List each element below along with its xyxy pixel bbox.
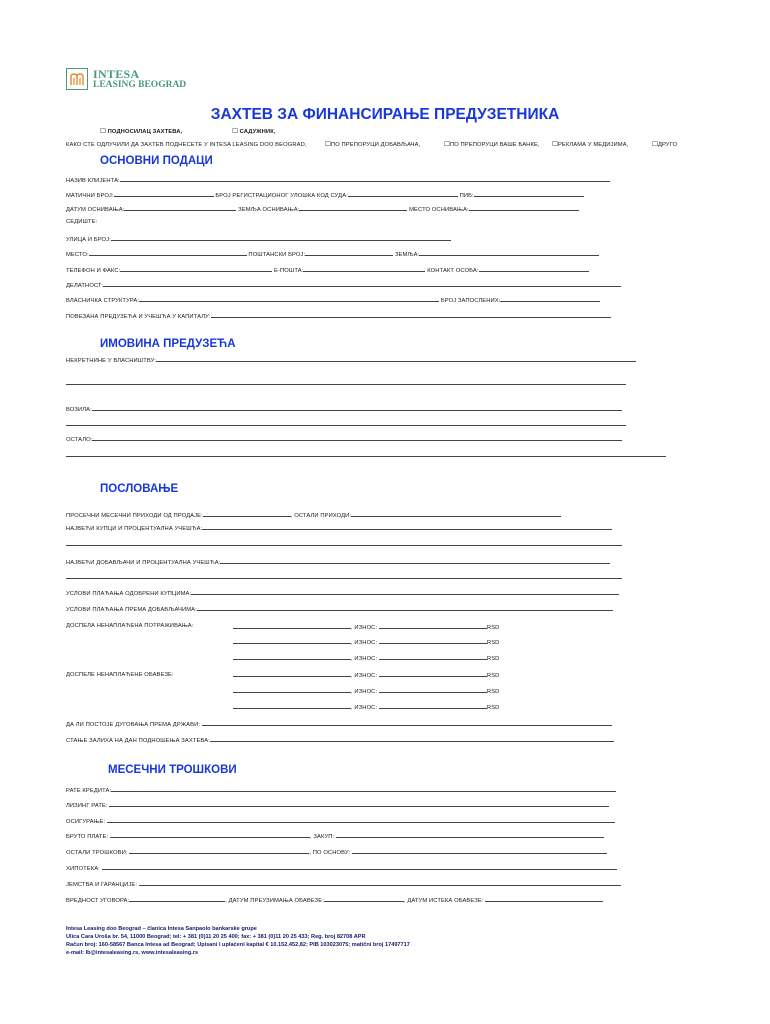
basis-label: ПО ОСНОВУ:: [312, 850, 351, 856]
pib-label: ПИБ:: [459, 193, 474, 199]
company-footer: [66, 925, 410, 957]
rent-label: ЗАКУП:: [313, 834, 335, 840]
pib-field[interactable]: [474, 190, 584, 197]
seat-label: СЕДИШТЕ:: [66, 219, 98, 225]
amount-row: , ИЗНОС: RSD: [233, 670, 499, 680]
loans-label: РАТЕ КРЕДИТА:: [66, 788, 112, 794]
gross-salary-label: БРУТО ПЛАТЕ:: [66, 834, 109, 840]
phone-row: [66, 265, 589, 275]
leasing-row: [66, 800, 609, 810]
amount-row: , ИЗНОС: RSD: [233, 637, 499, 647]
other-costs-field[interactable]: [129, 847, 309, 854]
mortgage-label: ХИПОТЕКА:: [66, 866, 100, 872]
supplier-terms-field[interactable]: [197, 604, 613, 611]
page-title: ЗАХТЕВ ЗА ФИНАНСИРАЊЕ ПРЕДУЗЕТНИКА: [210, 106, 560, 123]
amount-row: , ИЗНОС: RSD: [233, 686, 499, 696]
source-option-label: ПО ПРЕПОРУЦИ ВАШЕ БАНКЕ,: [449, 142, 540, 148]
insurance-label: ОСИГУРАЊЕ:: [66, 819, 106, 825]
avg-income-field[interactable]: [203, 510, 291, 517]
street-label: УЛИЦА И БРОЈ:: [66, 237, 111, 243]
stock-field[interactable]: [210, 735, 614, 742]
section-property-title: ИМОВИНА ПРЕДУЗЕЋА: [100, 338, 236, 350]
amount-field[interactable]: [379, 686, 487, 693]
other-income-label: ОСТАЛИ ПРИХОДИ:: [294, 513, 352, 519]
item-field[interactable]: [233, 702, 351, 709]
employees-label: БРОЈ ЗАПОСЛЕНИХ:: [440, 298, 501, 304]
checkbox-icon[interactable]: ☐: [652, 141, 658, 148]
amount-field[interactable]: [379, 653, 487, 660]
postal-field[interactable]: [305, 249, 393, 256]
state-debt-field[interactable]: [202, 719, 612, 726]
footer-line-2: Ulica Cara Uroša br. 54, 11000 Beograd; tel: + 381 (0)11 20 25 400; fax: + 381 (0)11 20 25 433; Reg. broj 82708 APR: [66, 934, 366, 940]
contract-value-field[interactable]: [129, 895, 225, 902]
currency-label: RSD: [486, 625, 500, 631]
founded-date-label: ДАТУМ ОСНИВАЊА:: [66, 207, 125, 213]
founded-place-label: МЕСТО ОСНИВАЊА:: [409, 207, 469, 213]
loans-field[interactable]: [111, 785, 616, 792]
country-field[interactable]: [419, 249, 599, 256]
top-suppliers-line-2[interactable]: [66, 578, 622, 579]
source-option-supplier[interactable]: [325, 141, 420, 149]
amount-row: , ИЗНОС: RSD: [233, 653, 499, 663]
leasing-label: ЛИЗИНГ РАТЕ:: [66, 803, 108, 809]
source-option-other[interactable]: [652, 141, 677, 149]
item-field[interactable]: [233, 670, 351, 677]
regno-field[interactable]: [114, 190, 214, 197]
top-buyers-line-2[interactable]: [66, 545, 622, 546]
vehicles-line-2[interactable]: [66, 425, 626, 426]
currency-label: RSD: [486, 673, 500, 679]
currency-label: RSD: [486, 640, 500, 646]
income-row: ПРОСЕЧНИ МЕСЕЧНИ ПРИХОДИ ОД ПРОДАЈЕ: , ОСТАЛИ ПРИХОДИ:: [66, 510, 561, 520]
mortgage-row: [66, 863, 617, 873]
item-field[interactable]: [233, 653, 351, 660]
section-monthly-title: МЕСЕЧНИ ТРОШКОВИ: [108, 764, 237, 776]
ownership-row: [66, 295, 600, 305]
mortgage-field[interactable]: [102, 863, 617, 870]
buyer-terms-field[interactable]: [191, 588, 619, 595]
email-field[interactable]: [303, 265, 425, 272]
founded-place-field[interactable]: [469, 204, 579, 211]
date-assumed-field[interactable]: [324, 895, 404, 902]
date-assumed-label: ДАТУМ ПРЕУЗИМАЊА ОБАВЕЗЕ:: [228, 898, 324, 904]
other-income-field[interactable]: [351, 510, 561, 517]
amount-label: ИЗНОС:: [354, 625, 378, 631]
top-buyers-label: НАЈВЕЋИ КУПЦИ И ПРОЦЕНТУАЛНА УЧЕШЋА:: [66, 526, 203, 532]
street-field[interactable]: [111, 234, 451, 241]
logo-mark-icon: [66, 68, 88, 90]
insurance-field[interactable]: [107, 816, 615, 823]
vehicles-row: [66, 404, 622, 414]
amount-field[interactable]: [379, 670, 487, 677]
avg-income-label: ПРОСЕЧНИ МЕСЕЧНИ ПРИХОДИ ОД ПРОДАЈЕ:: [66, 513, 203, 519]
ownership-label: ВЛАСНИЧКА СТРУКТУРА:: [66, 298, 140, 304]
top-suppliers-field[interactable]: [220, 557, 610, 564]
loans-row: [66, 785, 616, 795]
section-basic-title: ОСНОВНИ ПОДАЦИ: [100, 155, 213, 167]
activity-label: ДЕЛАТНОСТ:: [66, 283, 104, 289]
client-name-label: НАЗИВ КЛИЈЕНТА:: [66, 178, 120, 184]
court-reg-field[interactable]: [348, 190, 458, 197]
footer-line-1: Intesa Leasing doo Beograd – članica Intesa Sanpaolo bankarske grupe: [66, 926, 257, 932]
currency-label: RSD: [486, 689, 500, 695]
founded-row: [66, 204, 579, 214]
applicant-option[interactable]: [100, 128, 182, 136]
real-estate-row: [66, 355, 636, 365]
vehicles-label: ВОЗИЛА:: [66, 407, 92, 413]
debtor-option[interactable]: [232, 128, 276, 136]
amount-row: , ИЗНОС: RSD: [233, 702, 499, 712]
amount-field[interactable]: [379, 637, 487, 644]
contract-row: ВРЕДНОСТ УГОВОРА: , ДАТУМ ПРЕУЗИМАЊА ОБАВЕЗЕ: , ДАТУМ ИСТЕКА ОБАВЕЗЕ:: [66, 895, 603, 905]
salary-row: БРУТО ПЛАТЕ: , ЗАКУП:: [66, 831, 604, 841]
other-costs-label: ОСТАЛИ ТРОШКОВИ:: [66, 850, 128, 856]
leasing-field[interactable]: [109, 800, 609, 807]
source-option-label: ПО ПРЕПОРУЦИ ДОБАВЉАЧА,: [330, 142, 421, 148]
contact-field[interactable]: [479, 265, 589, 272]
liabilities-label: ДОСПЕЛЕ НЕНАПЛАЋЕНЕ ОБАВЕЗЕ:: [66, 672, 174, 678]
employees-field[interactable]: [500, 295, 600, 302]
place-row: [66, 249, 599, 259]
contract-value-label: ВРЕДНОСТ УГОВОРА:: [66, 898, 130, 904]
amount-field[interactable]: [379, 622, 487, 629]
checkbox-icon[interactable]: ☐: [552, 141, 558, 148]
other-property-row: [66, 434, 622, 444]
checkbox-icon[interactable]: ☐: [232, 128, 238, 135]
source-option-label: ДРУГО: [657, 142, 678, 148]
section-business-title: ПОСЛОВАЊЕ: [100, 483, 179, 495]
guarantees-field[interactable]: [139, 879, 621, 886]
client-name-field[interactable]: [120, 175, 610, 182]
other-property-field[interactable]: [92, 434, 622, 441]
regno-label: МАТИЧНИ БРОЈ:: [66, 193, 114, 199]
email-label: Е-ПОШТА:: [274, 268, 304, 274]
founded-date-field[interactable]: [124, 204, 236, 211]
supplier-terms-row: [66, 604, 613, 614]
other-property-line-2[interactable]: [66, 456, 666, 457]
stock-label: СТАЊЕ ЗАЛИХА НА ДАН ПОДНОШЕЊА ЗАХТЕВА:: [66, 738, 210, 744]
currency-label: RSD: [486, 656, 500, 662]
source-option-media[interactable]: [552, 141, 628, 149]
supplier-terms-label: УСЛОВИ ПЛАЋАЊА ПРЕМА ДОБАВЉАЧИМА:: [66, 607, 197, 613]
checkbox-icon[interactable]: ☐: [325, 141, 331, 148]
insurance-row: [66, 816, 615, 826]
source-option-label: РЕКЛАМА У МЕДИЈИМА,: [557, 142, 629, 148]
date-expiry-field[interactable]: [485, 895, 603, 902]
amount-label: ИЗНОС:: [354, 705, 378, 711]
top-buyers-row: [66, 523, 612, 533]
state-debt-label: ДА ЛИ ПОСТОЈЕ ДУГОВАЊА ПРЕМА ДРЖАВИ:: [66, 722, 201, 728]
basis-field[interactable]: [352, 847, 607, 854]
date-expiry-label: ДАТУМ ИСТЕКА ОБАВЕЗЕ:: [407, 898, 484, 904]
top-suppliers-row: [66, 557, 610, 567]
court-reg-label: БРОЈ РЕГИСТРАЦИОНОГ УЛОШКА КОД СУДА:: [215, 193, 348, 199]
activity-row: [66, 280, 621, 290]
item-field[interactable]: [233, 622, 351, 629]
contact-label: КОНТАКТ ОСОБА:: [427, 268, 479, 274]
item-field[interactable]: [233, 686, 351, 693]
place-field[interactable]: [89, 249, 247, 256]
regno-row: [66, 190, 584, 200]
logo-line-1: INTESA: [93, 67, 140, 81]
footer-line-4: e-mail: lb@intesaleasing.rs, www.intesaleasing.rs: [66, 950, 199, 956]
amount-label: ИЗНОС:: [354, 656, 378, 662]
amount-label: ИЗНОС:: [354, 673, 378, 679]
real-estate-line-2[interactable]: [66, 384, 626, 385]
founded-country-field[interactable]: [299, 204, 407, 211]
postal-label: ПОШТАНСКИ БРОЈ:: [248, 252, 306, 258]
amount-label: ИЗНОС:: [354, 640, 378, 646]
client-name-row: [66, 175, 610, 185]
top-buyers-field[interactable]: [202, 523, 612, 530]
amount-label: ИЗНОС:: [354, 689, 378, 695]
receivables-label: ДОСПЕЛА НЕНАПЛАЋЕНА ПОТРАЖИВАЊА:: [66, 623, 194, 629]
real-estate-label: НЕКРЕТНИНЕ У ВЛАСНИШТВУ:: [66, 358, 156, 364]
stock-row: [66, 735, 614, 745]
company-logo: [66, 68, 196, 94]
related-field[interactable]: [211, 311, 611, 318]
footer-line-3: Račun broj: 160-58567 Banca Intesa ad Beograd; Upisani i uplaćeni kapital € 10.152.452,82; PIB 103023075; matični broj 17497717: [66, 942, 410, 948]
item-field[interactable]: [233, 637, 351, 644]
guarantees-label: ЈЕМСТВА И ГАРАНЦИЈЕ:: [66, 882, 138, 888]
checkbox-icon[interactable]: ☐: [444, 141, 450, 148]
other-property-label: ОСТАЛО:: [66, 437, 93, 443]
place-label: МЕСТО:: [66, 252, 89, 258]
street-row: [66, 234, 451, 244]
phone-label: ТЕЛЕФОН И ФАКС:: [66, 268, 121, 274]
source-question: КАКО СТЕ ОДЛУЧИЛИ ДА ЗАХТЕВ ПОДНЕСЕТЕ У INTESA LEASING DOO BEOGRAD,: [66, 142, 307, 148]
source-option-bank[interactable]: [444, 141, 540, 149]
applicant-label: ПОДНОСИЛАЦ ЗАХТЕВА,: [107, 129, 183, 135]
other-costs-row: ОСТАЛИ ТРОШКОВИ: , ПО ОСНОВУ:: [66, 847, 607, 857]
checkbox-icon[interactable]: ☐: [100, 128, 106, 135]
related-label: ПОВЕЗАНА ПРЕДУЗЕЋА И УЧЕШЋА У КАПИТАЛУ:: [66, 314, 211, 320]
related-row: [66, 311, 611, 321]
gross-salary-field[interactable]: [110, 831, 310, 838]
debtor-label: САДУЖНИК,: [239, 129, 276, 135]
vehicles-field[interactable]: [92, 404, 622, 411]
ownership-field[interactable]: [139, 295, 439, 302]
buyer-terms-row: [66, 588, 619, 598]
guarantees-row: [66, 879, 621, 889]
founded-country-label: ЗЕМЉА ОСНИВАЊА:: [238, 207, 300, 213]
logo-line-2: LEASING BEOGRAD: [93, 80, 187, 90]
phone-field[interactable]: [120, 265, 272, 272]
top-suppliers-label: НАЈВЕЋИ ДОБАВЉАЧИ И ПРОЦЕНТУАЛНА УЧЕШЋА:: [66, 560, 221, 566]
activity-field[interactable]: [103, 280, 621, 287]
amount-field[interactable]: [379, 702, 487, 709]
country-label: ЗЕМЉА:: [394, 252, 420, 258]
amount-row: , ИЗНОС: RSD: [233, 622, 499, 632]
currency-label: RSD: [486, 705, 500, 711]
buyer-terms-label: УСЛОВИ ПЛАЋАЊА ОДОБРЕНИ КУПЦИМА:: [66, 591, 192, 597]
rent-field[interactable]: [336, 831, 604, 838]
real-estate-field[interactable]: [156, 355, 636, 362]
state-debt-row: [66, 719, 612, 729]
